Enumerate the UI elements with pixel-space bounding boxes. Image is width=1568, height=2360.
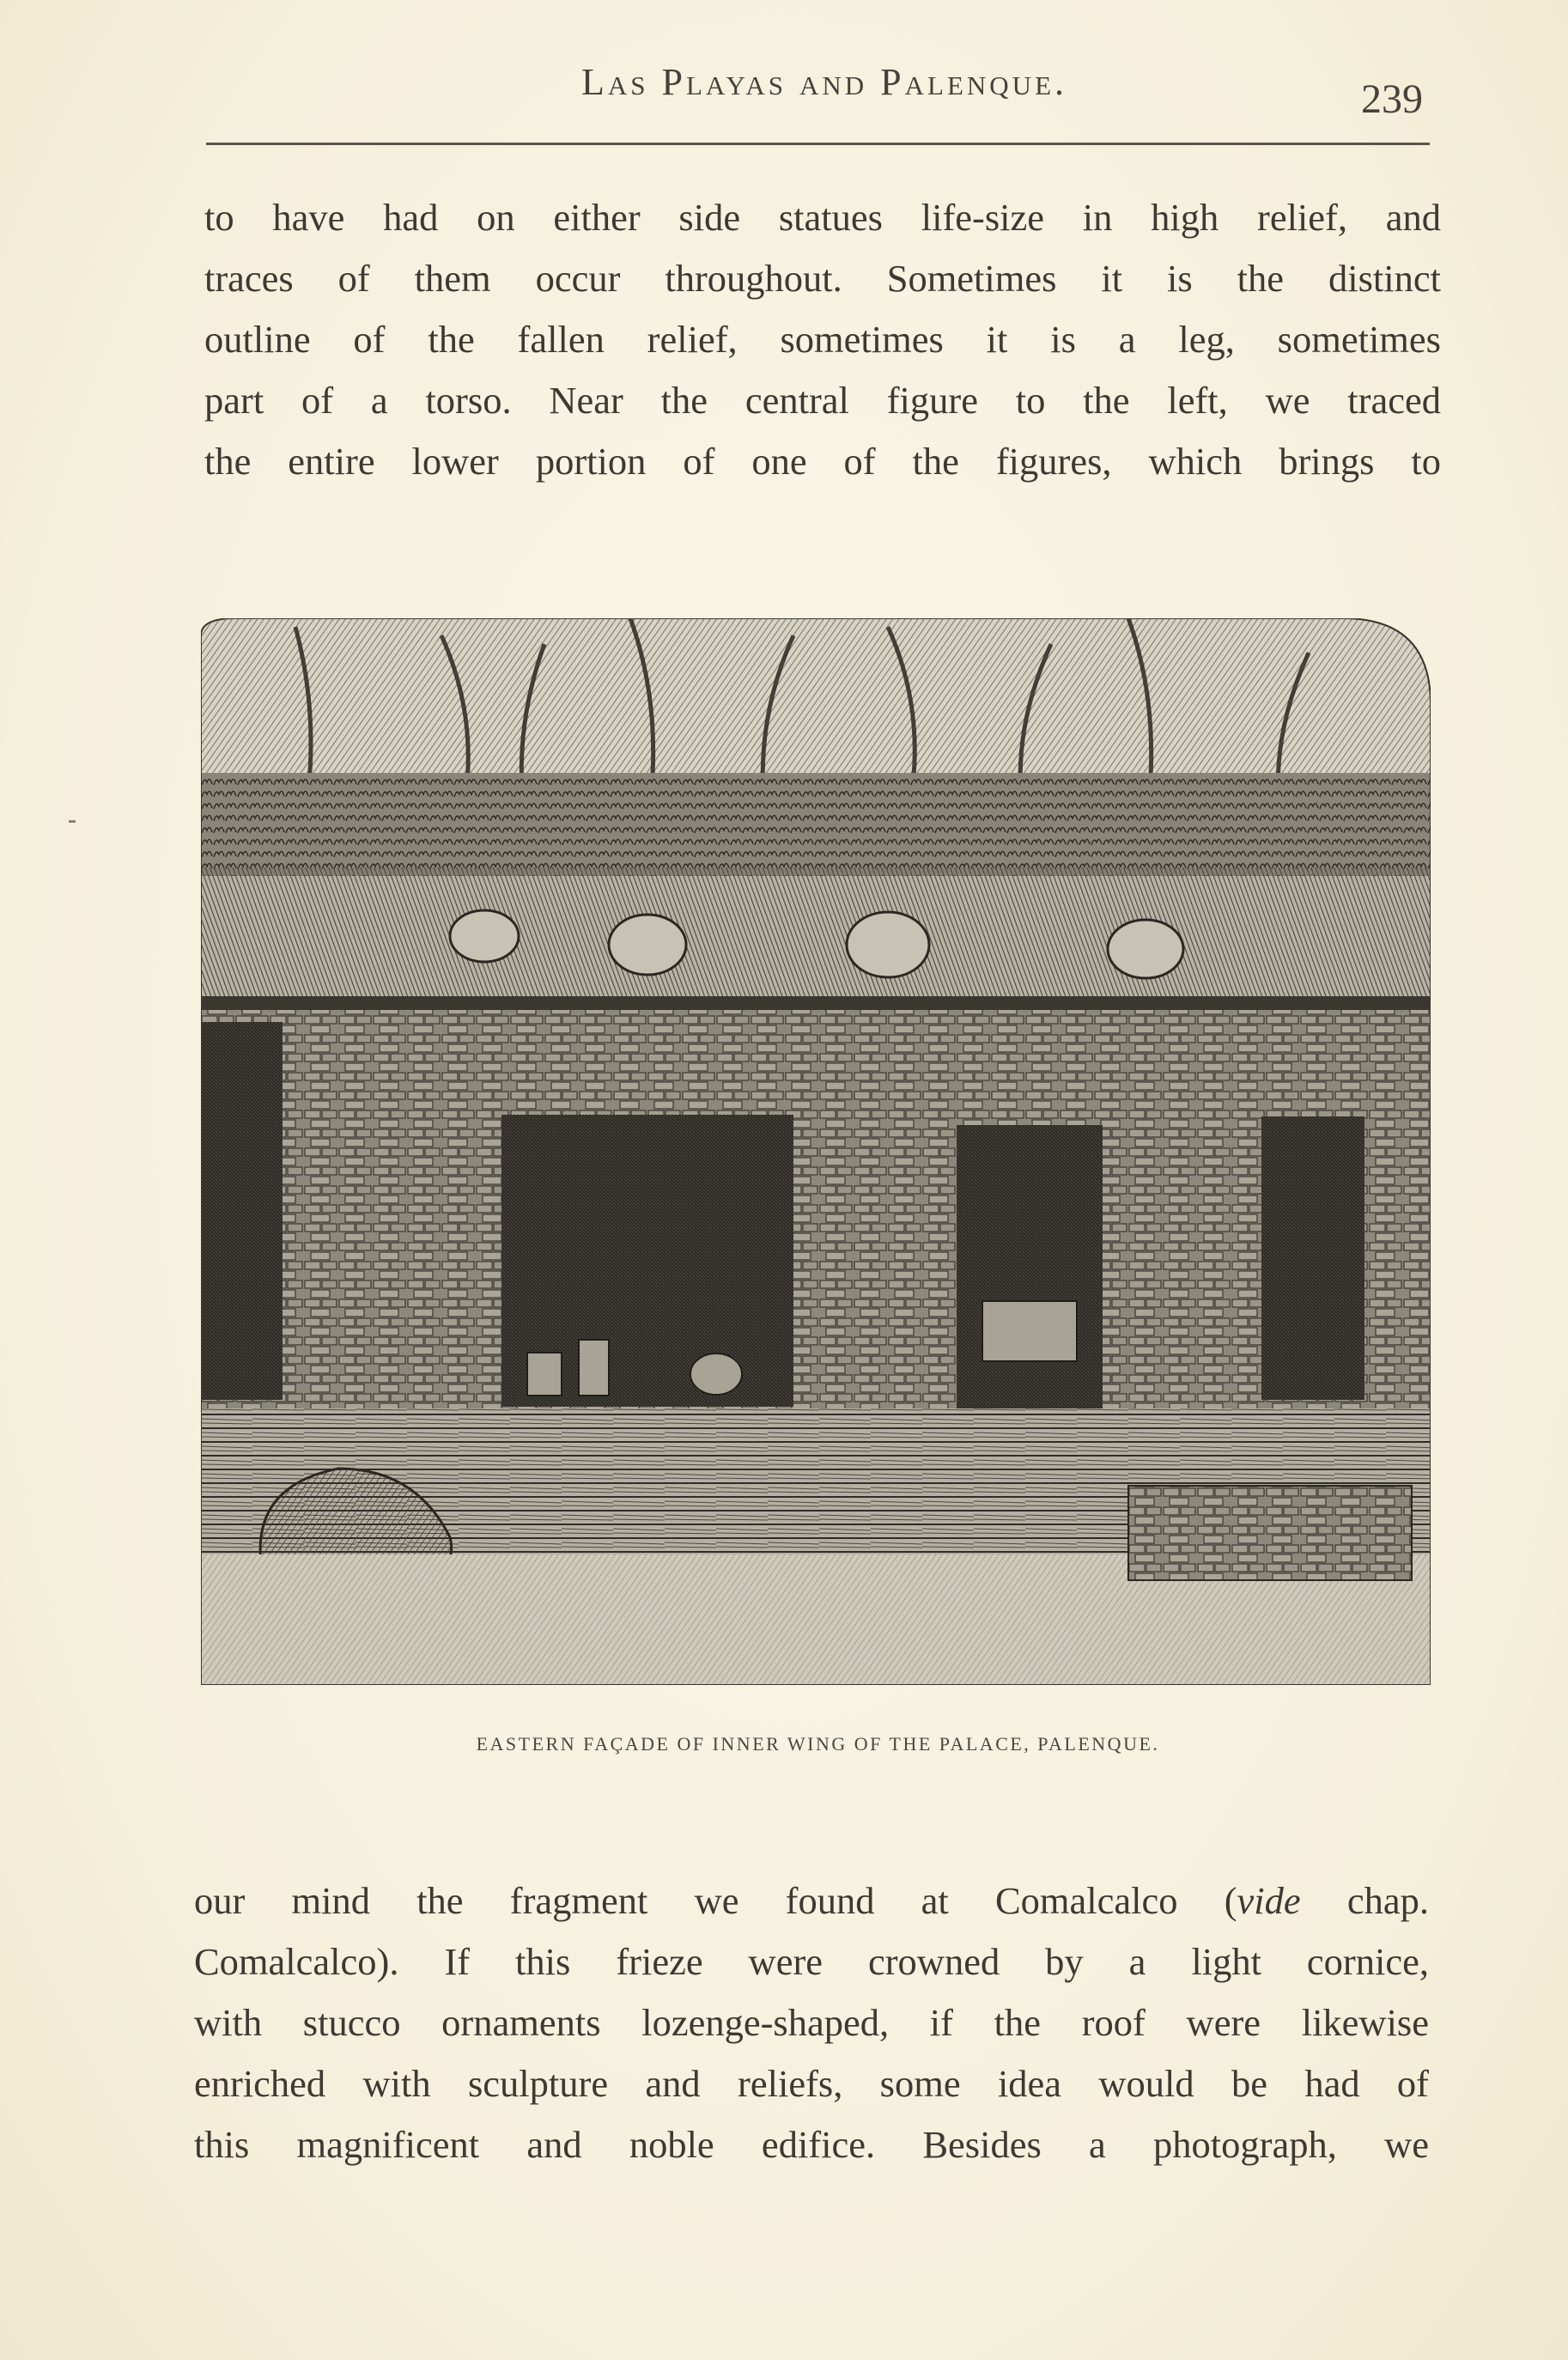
text-line: traces of them occur throughout. Sometimes it is the distinct bbox=[204, 257, 1441, 300]
paragraph-bottom bbox=[194, 1870, 1429, 2175]
page-number: 239 bbox=[1361, 76, 1423, 122]
text-line: part of a torso. Near the central figure to the left, we traced bbox=[204, 379, 1441, 422]
header-rule bbox=[206, 143, 1430, 145]
text-line: this magnificent and noble edifice. Besides a photograph, we bbox=[194, 2123, 1429, 2166]
figure-caption: EASTERN FAÇADE OF INNER WING OF THE PALACE, PALENQUE. bbox=[476, 1733, 1160, 1755]
engraving-illustration bbox=[201, 618, 1431, 1685]
text-line: with stucco ornaments lozenge-shaped, if the roof were likewise bbox=[194, 2001, 1429, 2044]
paragraph-top bbox=[204, 187, 1441, 492]
text-line: outline of the fallen relief, sometimes it is a leg, sometimes bbox=[204, 318, 1441, 361]
text-line: enriched with sculpture and reliefs, some idea would be had of bbox=[194, 2062, 1429, 2105]
text-line: the entire lower portion of one of the figures, which brings to bbox=[204, 440, 1441, 483]
running-head: Las Playas and Palenque. bbox=[580, 61, 1068, 103]
text-line: our mind the fragment we found at Comalcalco (vide chap. bbox=[194, 1879, 1429, 1922]
text-line: Comalcalco). If this frieze were crowned by a light cornice, bbox=[194, 1940, 1429, 1983]
margin-mark bbox=[69, 820, 76, 823]
text-line: to have had on either side statues life-size in high relief, and bbox=[204, 196, 1441, 239]
italic-term: vide bbox=[1237, 1879, 1301, 1922]
